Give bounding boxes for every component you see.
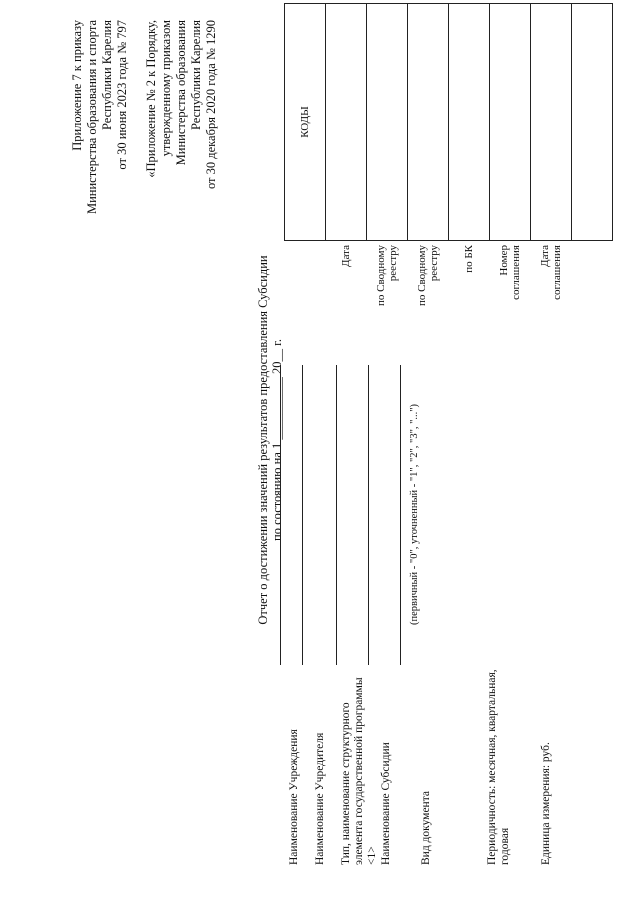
- field-label: Периодичность: месячная, квартальная, годовая: [486, 669, 511, 865]
- field-label: Вид документа: [420, 791, 432, 865]
- fill-line[interactable]: [280, 365, 281, 665]
- title-line: Отчет о достижении значений результатов предоставления Субсидии: [256, 255, 270, 625]
- row-label: по Сводному реестру: [367, 241, 408, 322]
- row-label: Дата: [326, 241, 367, 322]
- row-label: по Сводному реестру: [408, 241, 449, 322]
- code-cell[interactable]: [490, 4, 531, 241]
- appendix-line: Министерства образования и спорта: [85, 20, 99, 215]
- field-label: Наименование Субсидии: [380, 742, 392, 865]
- table-row: [367, 4, 408, 322]
- table-row: [285, 4, 326, 322]
- appendix-line: Республики Карелия: [100, 20, 114, 131]
- field-label: Единица измерения: руб.: [540, 742, 552, 865]
- code-cell[interactable]: [367, 4, 408, 241]
- code-cell[interactable]: [531, 4, 572, 241]
- appendix-line: «Приложение № 2 к Порядку,: [144, 20, 158, 178]
- appendix-line: от 30 декабря 2020 года № 1290: [204, 20, 218, 190]
- appendix-line: утвержденному приказом: [159, 20, 173, 157]
- code-cell[interactable]: [572, 4, 613, 241]
- fill-line[interactable]: [400, 365, 401, 665]
- title-date-line: по состоянию на 1 __________ 20__ г.: [270, 339, 284, 541]
- row-label: [572, 241, 613, 322]
- field-label: Наименование Учредителя: [314, 732, 326, 865]
- fill-line[interactable]: [368, 365, 369, 665]
- table-row: [449, 4, 490, 322]
- table-row: [490, 4, 531, 322]
- table-row: [408, 4, 449, 322]
- fill-line[interactable]: [336, 365, 337, 665]
- row-label: [285, 241, 326, 322]
- field-label: Наименование Учреждения: [288, 729, 300, 865]
- code-cell[interactable]: [408, 4, 449, 241]
- row-label: Дата соглашения: [531, 241, 572, 322]
- table-row: [531, 4, 572, 322]
- row-label: по БК: [449, 241, 490, 322]
- fill-line[interactable]: [302, 365, 303, 665]
- row-label: Номер соглашения: [490, 241, 531, 322]
- doc-type-note: (первичный - "0", уточненный - "1", "2", "3", "..."): [409, 403, 420, 625]
- appendix-line: Приложение 7 к приказу: [70, 20, 84, 151]
- table-row: [326, 4, 367, 322]
- appendix-header: [70, 20, 219, 250]
- appendix-line: Республики Карелия: [189, 20, 203, 131]
- codes-table: [284, 3, 613, 321]
- code-cell[interactable]: [326, 4, 367, 241]
- appendix-line: Министерства образования: [174, 20, 188, 166]
- table-row: [572, 4, 613, 322]
- codes-header: КОДЫ: [285, 4, 326, 241]
- code-cell[interactable]: [449, 4, 490, 241]
- appendix-line: от 30 июня 2023 года № 797: [115, 20, 129, 170]
- field-label: Тип, наименование структурного элемента государственной программы <1>: [340, 677, 378, 865]
